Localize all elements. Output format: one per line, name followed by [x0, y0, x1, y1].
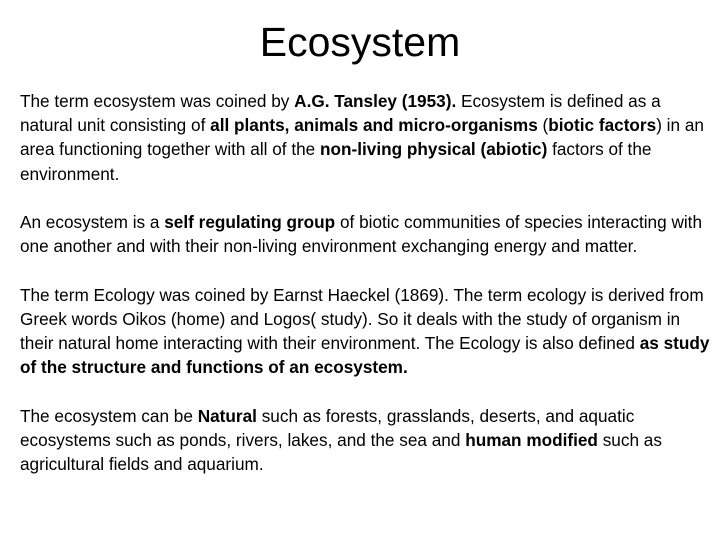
text-run: such as agricultural fields and aquarium.: [20, 429, 662, 474]
text-run: The term Ecology was coined by Earnst Haeckel (1869). The term ecology is derived from Greek words Oikos (home) and Logos( study). So it deals with the study of organism in their natural home interacting with their environment. The Ecology is also defined: [20, 284, 704, 353]
bold-text-run: as study of the structure and functions of an ecosystem.: [20, 333, 710, 378]
text-run: The ecosystem can be: [20, 405, 198, 426]
bold-text-run: human modified: [465, 429, 598, 450]
text-run: The term ecosystem was coined by: [20, 91, 295, 111]
text-run: factors of the environment.: [20, 139, 652, 184]
text-run: ) in an area functioning together with all of the: [20, 115, 704, 160]
paragraph-tansley-definition: [20, 89, 710, 186]
bold-text-run: Natural: [197, 405, 257, 426]
text-run: such as forests, grasslands, deserts, and aquatic ecosystems such as ponds, rivers, lakes, and the sea and: [20, 405, 635, 450]
bold-text-run: biotic factors: [548, 115, 657, 136]
bold-text-run: all plants, animals and micro-organisms: [210, 115, 538, 136]
bold-text-run: self regulating group: [164, 212, 336, 232]
paragraph-self-regulating: [20, 210, 710, 258]
paragraph-ecology-haeckel: [20, 283, 710, 380]
text-run: An ecosystem is a: [20, 212, 165, 232]
slide-body: [20, 89, 710, 500]
bold-text-run: A.G. Tansley (1953).: [294, 91, 457, 111]
bold-text-run: non-living physical (abiotic): [320, 139, 548, 160]
text-run: of biotic communities of species interacting with one another and with their non-living environment exchanging energy and matter.: [20, 212, 703, 257]
paragraph-natural-human-modified: [20, 404, 710, 477]
text-run: Ecosystem is defined as a natural unit consisting of: [20, 91, 661, 136]
text-run: (: [537, 115, 549, 136]
slide-title: Ecosystem: [259, 19, 461, 65]
